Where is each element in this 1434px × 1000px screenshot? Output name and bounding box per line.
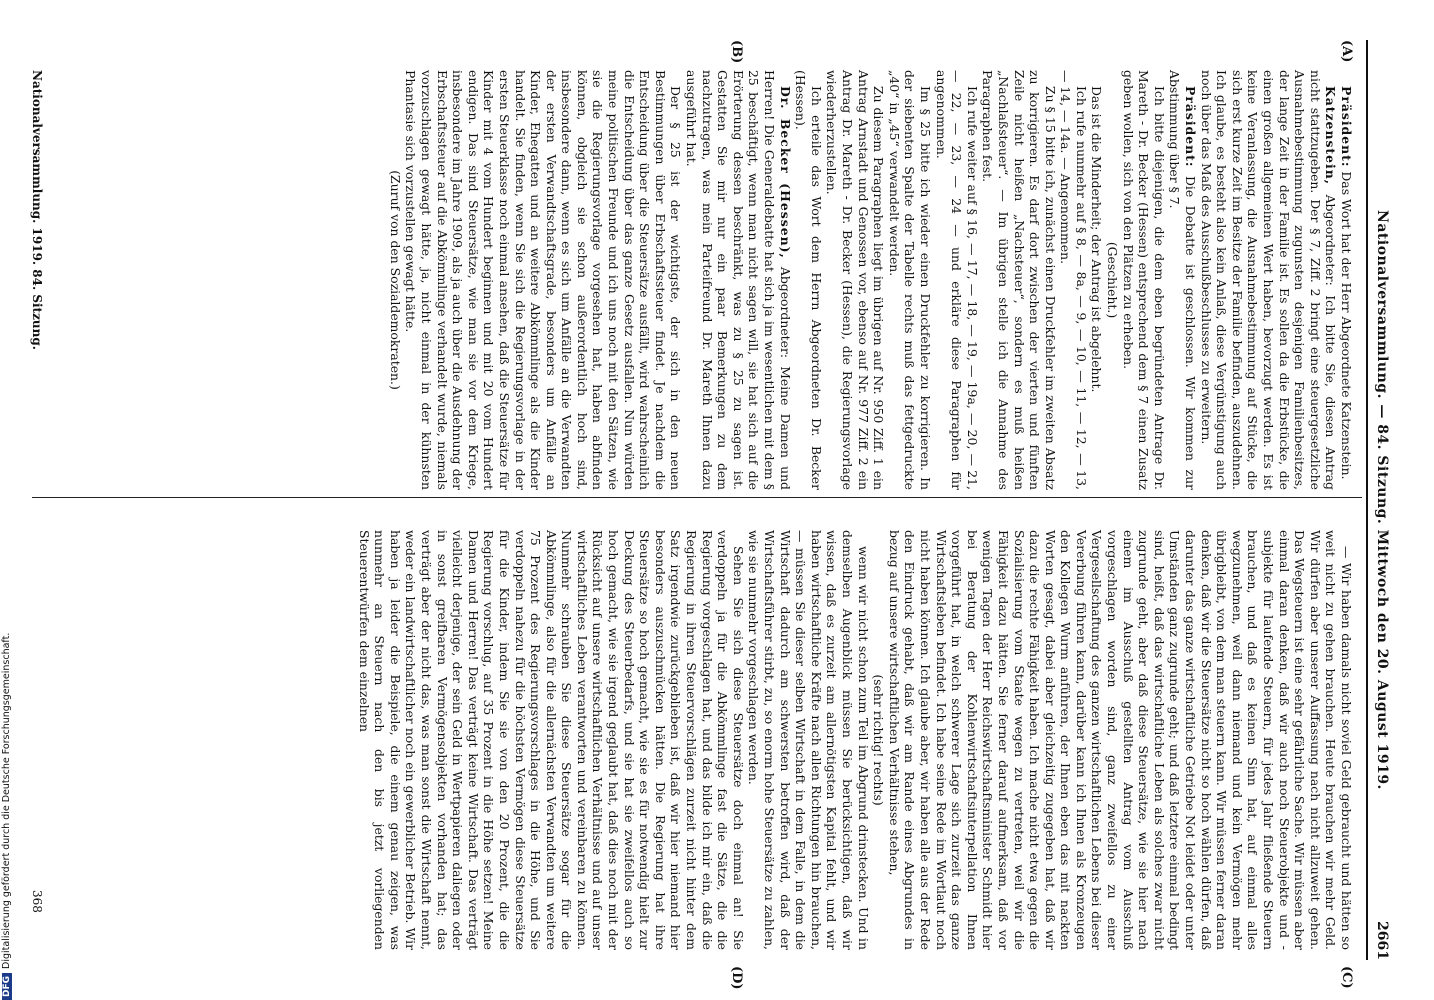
footer-session-note: Nationalversammlung. 1919. 84. Sitzung. <box>30 70 44 350</box>
left-paragraph <box>1338 70 1354 490</box>
header-rule <box>1366 40 1368 960</box>
left-paragraph: Ich bitte diejenigen, die dem eben begründeten Antrage Dr. Mareth - Dr. Becker (Hessen) entsprechend dem § 7 einen Zusatz geben wollen, sich von den Plätzen zu erheben. <box>1120 70 1167 490</box>
page-header <box>1364 40 1394 960</box>
left-paragraph: Ich rufe nunmehr auf § 8, — 8a, — 9, — 10, — 11, — 12, — 13, — 14, — 14a. — Angenommen. <box>1058 70 1089 490</box>
left-paragraph: Ich rufe weiter auf § 16, — 17, — 18, — 19, — 19a, — 20, — 21, — 22, — 23, — 24 — und erkläre diese Paragraphen für angenommen. <box>933 70 980 490</box>
left-paragraph <box>1167 70 1198 490</box>
margin-marker-b: (B) <box>729 40 744 64</box>
right-paragraph: wenn wir nicht schon zum Teil im Abgrund drinstecken. Und in demselben Augenblick müssen Sie berücksichtigen, daß wir wissen, daß es zurzeit am allernötigsten Kapital fehlt, und wir haben wirtschaftliche Kräfte nach allen Richtungen hin brauchen, — müssen Sie dieser selben Wirtschaft in dem Falle, in dem die Wirtschaft dadurch am schwersten betroffen wird, daß der Wirtschaftsführer stirbt, zu, so enorm hohe Steuersätze zu zahlen, wie sie nunmehr vorgeschlagen werden. <box>746 530 871 950</box>
column-divider <box>32 497 1362 498</box>
left-paragraph <box>683 70 792 490</box>
left-paragraph <box>1198 70 1338 490</box>
right-paragraph: Sehen Sie sich diese Steuersätze doch einmal an! Sie verdoppeln ja für die Abkömmlinge fast die Sätze, die die Regierung vorgeschlagen hat, und das bilde ich mir ein, daß die Regierung in ihren Steuervorschlägen zurzeit nicht hinter dem Satz irgendwie zurückgeblieben ist, daß wir hier niemand hier besonders auszuschmücken hätten. Die Regierung hat ihre Steuersätze so hoch gemacht, wie sie es für notwendig hielt zur Deckung des Steuerbedarfs, und sie hat sie zweifellos auch so hoch gemacht, wie sie irgend geglaubt hat, daß dies noch mit der Rücksicht auf unsere wirtschaftlichen Verhältnisse und auf unser wirtschaftliches Leben verantworten und vereinbaren zu können. Nunmehr schrauben Sie diese Steuersätze sogar für die Abkömmlinge, also für die allernächsten Verwandten um weitere 75 Prozent des Regierungsvorschlages in die Höhe, und Sie verdoppeln nahezu für die höchsten Vermögen diese Steuersätze für die Kinder, indem Sie sie von den 20 Prozent, die die Regierung vorschlug, auf 35 Prozent in die Höhe setzen! Meine Damen und Herren! Das verträgt keine Wirtschaft. Das verträgt vielleicht derjenige, der sein Geld in Wertpapieren daliegen oder in sonst greifbaren Vermögensobjekten vorhanden hat; das verträgt aber der nicht das, was man sonst die Wirtschaft nennt, weder ein landwirtschaftlicher noch ein gewerblicher Betrieb. Wir haben ja leider die Beispiele, die einem genau zeigen, was nunmehr an Steuern nach den bis jetzt vorliegenden Steuerentwürfen dem einzelnen <box>356 530 746 950</box>
right-paragraph: (sehr richtig! rechts) <box>871 674 887 806</box>
left-paragraph: (Zuruf von den Sozialdemokraten.) <box>387 170 403 390</box>
running-title: Nationalversammlung. — 84. Sitzung. Mittwoch den 20. August 1919. <box>1374 210 1390 790</box>
right-column <box>356 530 1354 950</box>
speech-text: Die Debatte ist geschlossen. Wir kommen zur Abstimmung über § 7. <box>1167 70 1199 490</box>
right-paragraph: — Wir haben damals nicht soviel Geld gebraucht und hätten so weit nicht zu gehen brauchen. Heute brauchen wir mehr Geld. Wir dürfen aber unserer Auffassung nach nicht allzuweit gehen. Das Wegsteuern ist eine sehr gefährliche Sache. Wir müssen aber einmal daran denken, daß wir auch noch Steuerobjekte und -subjekte für laufende Steuern, für jedes Jahr fließende Steuern brauchen, und daß es keinen Sinn hat, auf einmal alles wegzunehmen, weil dann niemand und kein Vermögen mehr übrigbleibt, von dem man steuern kann. Wir müssen ferner daran denken, daß wir die Steuersätze nicht so hoch wählen dürfen, daß darunter das ganze wirtschaftliche Getriebe Not leidet oder unter Umständen ganz zugrunde geht; und daß letztere einmal bedingt sind, heißt, daß das wirtschaftliche Leben als solches zwar nicht zugrunde geht, aber daß diese Steuersätze, wie sie hier nach einem im Ausschuß gestellten Antrag vom Ausschuß vorgeschlagen worden sind, ganz zweifellos zu einer Vergesellschaftung des ganzen wirtschaftlichen Lebens bei dieser Vererbung führen kann, darüber kann ich Ihnen als Kronzeugen den Kollegen Wurm anführen, der Ihnen eben das mit nackten Worten gesagt, dabei aber gleichzeitig zugegeben hat, daß wir dazu die rechte Fähigkeit haben. Ich mache nicht etwa gegen die Sozialisierung vom Staate wegen zu vertreten, weil wir die Fähigkeit dazu hätten. Sie ferner darauf aufmerksam, daß vor wenigen Tagen der Herr Reichswirtschaftsminister Schmidt hier bei Beratung der Kohlenwirtschaftsinterpellation Ihnen vorgeführt hat, in welch schwerer Lage sich zurzeit das ganze Wirtschaftsleben befindet. Ich habe seine Rede im Wortlaut noch nicht haben können. Ich glaube aber, wir haben alle aus der Rede den Eindruck gehabt, daß wir am Rande eines Abgrundes in bezug auf unsere wirtschaftlichen Verhältnisse stehen, <box>886 530 1354 950</box>
speaker-name: Dr. Becker (Hessen), <box>777 86 793 259</box>
left-paragraph: Zu diesem Paragraphen liegt im übrigen auf Nr. 950 Ziff. 1 ein Antrag Arnstadt und Genossen vor, ebenso auf Nr. 977 Ziff. 2 ein Antrag Dr. Mareth - Dr. Becker (Hessen), die Regierungsvorlage wiederherzustellen. <box>824 70 887 490</box>
margin-marker-c: (C) <box>1339 966 1354 989</box>
page-number: 2661 <box>1374 921 1390 960</box>
speech-text: Abgeordneter: Meine Damen und Herren! Die Generaldebatte hat sich ja im wesentlichen mit dem § 25 beschäftigt, wenn man nicht sagen will, sie hat sich auf die Erörterung dessen beschränkt, was zu § 25 zu sagen ist. Gestatten Sie mir nur ein paar Bemerkungen zu dem nachzutragen, was mein Parteifreund Dr. Mareth Ihnen dazu ausgeführt hat. <box>684 70 793 490</box>
left-paragraph: Zu § 15 bitte ich, zunächst einen Druckfehler im zweiten Absatz zu korrigieren. Es darf dort zwischen der vierten und fünften Zeile nicht heißen „Nachsteuer“, sondern es muß heißen „Nachlaßsteuer“. — Im übrigen stelle ich die Annahme des Paragraphen fest. <box>980 70 1058 490</box>
speech-text: Abgeordneter: Ich bitte Sie, diesen Antrag nicht stattzugeben. Der § 7, Ziff. 2 bringt eine steuergesetzliche Ausnahmebestimmung zugunsten desjenigen Familienbesitzes, der lange Zeit in der Familie ist. Es sollen da die Erbstücke, die einen großen allgemeinen Wert haben, bevorzugt werden. Es ist keine Veranlassung, die Ausnahmebestimmung auf Stücke, die sich erst kurze Zeit im Besitze der Familie befinden, auszudehnen. Ich glaube, es besteht also kein Anlaß, diese Vergünstigung auch noch über das Maß des Ausschußbeschlusses zu erweitern. <box>1198 70 1339 490</box>
footer-sheet-number: 368 <box>30 890 44 913</box>
left-column <box>387 70 1354 490</box>
left-paragraph: Das ist die Minderheit; der Antrag ist abgelehnt. <box>1089 86 1105 393</box>
left-paragraph: (Geschieht.) <box>1105 241 1121 319</box>
left-paragraph: Im § 25 bitte ich wieder einen Druckfehler zu korrigieren. In der siebenten Spalte der Tabelle rechts muß das fettgedruckte „40“ in „45“ verwandelt werden. <box>886 70 933 490</box>
left-paragraph: Ich erteile das Wort dem Herrn Abgeordneten Dr. Becker (Hessen). <box>793 70 824 490</box>
speaker-name: Präsident: <box>1339 86 1354 168</box>
left-paragraph: Der § 25 ist der wichtigste, der sich in den neuen Bestimmungen über Erbschaftssteuer findet. Je nachdem die Entscheidung über die Steuersätze ausfällt, wird wahrscheinlich die Entscheidung über das ganze Gesetz ausfallen. Nun würden meine politischen Freunde und ich uns noch mit den Sätzen, wie sie die Regierungsvorlage vorgesehen hat, haben abfinden können, obgleich sie schon außerordentlich hoch sind, insbesondere dann, wenn es sich um Anfälle an die Verwandten der ersten Verwandtschaftsgrade, besonders um Anfälle an Kinder, Ehegatten und an weitere Abkömmlinge als die Kinder handelt. Sie finden, wenn Sie sich die Regierungsvorlage in der ersten Steuerklasse noch einmal ansehen, daß die Steuersätze für Kinder mit 4 vom Hundert beginnen und mit 20 vom Hundert endigen. Das sind Steuersätze, wie man sie vor dem Kriege, insbesondere im Jahre 1909, als ja auch über die Ausdehnung der Erbschaftssteuer auf die Abkömmlinge verhandelt wurde, niemals vorzuschlagen gewagt hätte, ja, nicht einmal in der kühnsten Phantasie sich vorzustellen gewagt hätte. <box>403 70 684 490</box>
speech-text: Das Wort hat der Herr Abgeordnete Katzenstein. <box>1339 171 1354 480</box>
speaker-name: Präsident: <box>1183 86 1199 168</box>
speaker-name: Katzenstein, <box>1323 86 1339 186</box>
dfg-logo: DFG <box>2 973 12 1000</box>
digitization-credit <box>1 0 15 1000</box>
margin-marker-d: (D) <box>729 966 744 990</box>
digitization-credit-text: Digitalisierung gefördert durch die Deutsche Forschungsgemeinschaft. <box>1 632 12 969</box>
margin-marker-a: (A) <box>1339 40 1354 63</box>
